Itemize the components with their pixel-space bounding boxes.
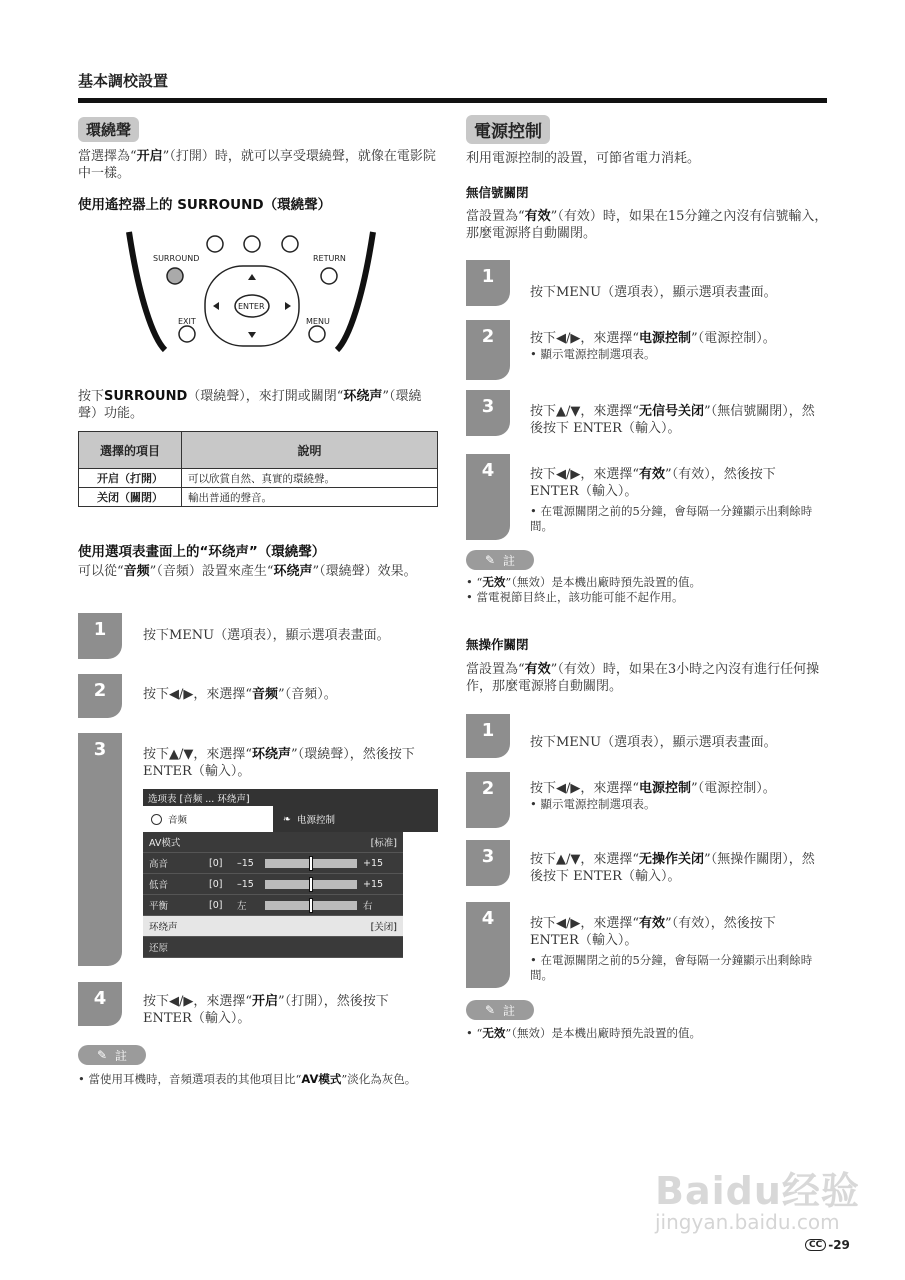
remote-label-return: RETURN	[313, 254, 346, 263]
note-text: • “无效”（無效）是本機出廠時預先設置的值。	[466, 1026, 701, 1040]
osd-tab-audio[interactable]: 音频	[143, 806, 273, 832]
pencil-icon: ✎	[484, 553, 496, 567]
osd-row-treble[interactable]: 高音 [0] –15 +15	[143, 853, 403, 874]
note-badge: ✎ 註	[466, 550, 534, 570]
step-text: 按下◀/▶，來選擇“开启”（打開），然後按下 ENTER（輸入）。	[143, 994, 389, 1026]
note-text: • “无效”（無效）是本機出廠時預先設置的值。 • 當電視節目終止，該功能可能不起作用。	[466, 575, 701, 604]
pencil-icon: ✎	[96, 1048, 108, 1062]
step-text: 按下◀/▶，來選擇“有效”（有效），然後按下 ENTER（輸入）。 • 在電源關閉之前的5分鐘，會每隔一分鐘顯示出剩餘時間。	[530, 916, 813, 982]
surround-press-text: 按下SURROUND（環繞聲），來打開或關閉“环绕声”（環繞聲）功能。	[78, 389, 422, 421]
return-button-icon	[321, 268, 337, 284]
osd-row-av-mode[interactable]: AV模式 [标准]	[143, 832, 403, 853]
step-text: 按下◀/▶，來選擇“有效”（有效），然後按下 ENTER（輸入）。 • 在電源關閉之前的5分鐘，會每隔一分鐘顯示出剩餘時間。	[530, 467, 813, 533]
remote-illustration	[125, 228, 380, 353]
step-number: 1	[466, 260, 510, 306]
remote-button-icon	[282, 236, 298, 252]
no-operation-intro: 當設置為“有效”（有效）時，如果在3小時之內沒有進行任何操作，那麼電源將自動關閉。	[466, 662, 820, 694]
remote-label-surround: SURROUND	[153, 254, 200, 263]
step-number: 2	[78, 674, 122, 718]
table-header: 選擇的項目	[79, 432, 182, 469]
step-text: 按下◀/▶，來選擇“电源控制”（電源控制）。 • 顯示電源控制選項表。	[530, 781, 776, 811]
surround-intro: 當選擇為“开启”（打開）時，就可以享受環繞聲，就像在電影院中一樣。	[78, 149, 436, 181]
step-text: 按下◀/▶，來選擇“电源控制”（電源控制）。 • 顯示電源控制選項表。	[530, 331, 776, 361]
step-number: 1	[78, 613, 122, 659]
remote-label-enter: ENTER	[238, 302, 265, 311]
step-number: 4	[466, 454, 510, 540]
step-number: 2	[466, 772, 510, 828]
page-footer	[805, 1238, 850, 1252]
step-number: 1	[466, 714, 510, 758]
step-text: 按下◀/▶，來選擇“音频”（音頻）。	[143, 687, 337, 702]
step-text: 按下▲/▼，來選擇“无信号关闭”（無信號關閉），然後按下 ENTER（輸入）。	[530, 404, 815, 436]
step-text: 按下▲/▼，來選擇“环绕声”（環繞聲），然後按下ENTER（輸入）。	[143, 747, 415, 779]
leaf-icon: ❧	[283, 813, 291, 825]
watermark-logo: Baidu经验	[655, 1169, 860, 1213]
osd-row-bass[interactable]: 低音 [0] –15 +15	[143, 874, 403, 895]
no-signal-heading: 無信號關閉	[466, 185, 529, 200]
options-table	[78, 431, 438, 507]
page-title: 基本調校設置	[78, 72, 169, 90]
step-text: 按下▲/▼，來選擇“无操作关闭”（無操作關閉），然後按下 ENTER（輸入）。	[530, 852, 815, 884]
table-header: 說明	[182, 432, 438, 469]
osd-menu	[143, 789, 438, 967]
osd-row-surround[interactable]: 环绕声 [关闭]	[143, 916, 403, 937]
menu-intro: 可以從“音频”（音頻）設置來產生“环绕声”（環繞聲）效果。	[78, 564, 417, 579]
note-badge: ✎ 註	[78, 1045, 146, 1065]
power-intro: 利用電源控制的設置，可節省電力消耗。	[466, 151, 701, 166]
step-number: 3	[466, 840, 510, 886]
remote-label-exit: EXIT	[178, 317, 196, 326]
step-number: 4	[466, 902, 510, 988]
pencil-icon: ✎	[484, 1003, 496, 1017]
section-title-surround: 環繞聲	[78, 117, 139, 142]
page-number: -29	[828, 1238, 850, 1252]
bass-slider[interactable]	[265, 880, 357, 889]
audio-icon	[151, 814, 162, 825]
step-text: 按下MENU（選項表），顯示選項表畫面。	[530, 735, 777, 750]
step-number: 3	[78, 733, 122, 966]
osd-row-reset[interactable]: 还原	[143, 937, 403, 958]
cc-logo-icon: CC	[805, 1239, 826, 1251]
step-number: 3	[466, 390, 510, 436]
osd-row-balance[interactable]: 平衡 [0] 左 右	[143, 895, 403, 916]
menu-heading: 使用選項表畫面上的“环绕声”（環繞聲）	[78, 544, 326, 560]
note-badge: ✎ 註	[466, 1000, 534, 1020]
table-row: 关闭（關閉） 輸出普通的聲音。	[79, 488, 438, 507]
step-number: 2	[466, 320, 510, 380]
step-text: 按下MENU（選項表），顯示選項表畫面。	[143, 628, 390, 643]
exit-button-icon	[179, 326, 195, 342]
no-signal-intro: 當設置為“有效”（有效）時，如果在15分鐘之內沒有信號輸入，那麼電源將自動關閉。	[466, 209, 828, 241]
remote-button-icon	[244, 236, 260, 252]
surround-button-icon	[167, 268, 183, 284]
step-number: 4	[78, 982, 122, 1026]
remote-button-icon	[207, 236, 223, 252]
remote-heading: 使用遙控器上的 SURROUND（環繞聲）	[78, 197, 332, 213]
balance-slider[interactable]	[265, 901, 357, 910]
step-text: 按下MENU（選項表），顯示選項表畫面。	[530, 285, 777, 300]
osd-body	[143, 832, 403, 958]
header-rule	[78, 98, 827, 103]
no-operation-heading: 無操作關閉	[466, 637, 529, 652]
section-title-power: 電源控制	[466, 115, 550, 144]
treble-slider[interactable]	[265, 859, 357, 868]
watermark-url: jingyan.baidu.com	[655, 1210, 840, 1234]
menu-button-icon	[309, 326, 325, 342]
osd-title: 选项表 [音频 ... 环绕声]	[143, 789, 438, 806]
note-text: • 當使用耳機時，音頻選項表的其他項目比“AV模式”淡化為灰色。	[78, 1072, 417, 1086]
osd-tab-power[interactable]: ❧ 电源控制	[283, 813, 335, 826]
remote-label-menu: MENU	[306, 317, 330, 326]
table-row: 开启（打開） 可以欣賞自然、真實的環繞聲。	[79, 469, 438, 488]
